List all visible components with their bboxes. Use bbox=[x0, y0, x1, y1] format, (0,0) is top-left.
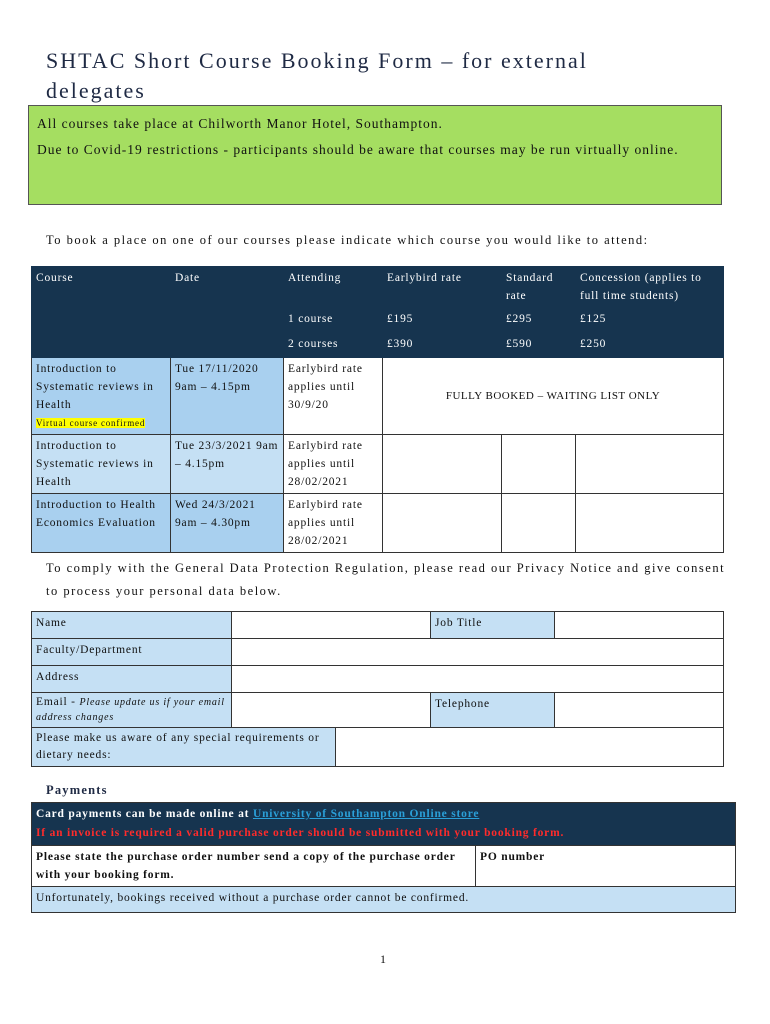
pricing-1-concession: £125 bbox=[576, 308, 724, 333]
po-number-field[interactable] bbox=[476, 846, 736, 887]
pricing-2-standard: £590 bbox=[502, 333, 576, 358]
email-label-cell bbox=[32, 693, 232, 728]
page-number: 1 bbox=[380, 952, 386, 966]
header-earlybird: Earlybird rate bbox=[383, 267, 502, 308]
pricing-2-concession: £250 bbox=[576, 333, 724, 358]
email-label: Email - bbox=[36, 696, 80, 708]
card-payment-text: Card payments can be made online at bbox=[36, 808, 253, 820]
course-2-earlybird-select[interactable] bbox=[383, 435, 502, 494]
payments-table bbox=[31, 802, 736, 913]
requirements-label: Please make us aware of any special requirements or dietary needs: bbox=[32, 728, 336, 767]
booking-intro: To book a place on one of our courses please indicate which course you would like to attend: bbox=[46, 233, 649, 247]
header-course: Course bbox=[32, 267, 171, 308]
job-title-label: Job Title bbox=[431, 612, 555, 639]
virtual-confirmed-note: Virtual course confirmed bbox=[36, 418, 146, 428]
online-store-link[interactable]: University of Southampton Online store bbox=[252, 808, 480, 820]
pricing-1-earlybird: £195 bbox=[383, 308, 502, 333]
address-label: Address bbox=[32, 666, 232, 693]
course-1-date: Tue 17/11/2020 9am – 4.15pm bbox=[171, 358, 284, 435]
payments-info bbox=[32, 803, 736, 846]
header-concession: Concession (applies to full time students) bbox=[576, 267, 724, 308]
course-3-earlybird-select[interactable] bbox=[383, 494, 502, 553]
course-2-name: Introduction to Systematic reviews in Health bbox=[32, 435, 171, 494]
course-3-attending: Earlybird rate applies until 28/02/2021 bbox=[284, 494, 383, 553]
name-field[interactable] bbox=[232, 612, 431, 639]
details-form bbox=[31, 611, 724, 767]
job-title-field[interactable] bbox=[555, 612, 724, 639]
po-instruction: Please state the purchase order number send a copy of the purchase order with your booking form. bbox=[32, 846, 476, 887]
pricing-1-attending: 1 course bbox=[284, 308, 383, 333]
pricing-1-standard: £295 bbox=[502, 308, 576, 333]
pricing-2-earlybird: £390 bbox=[383, 333, 502, 358]
telephone-label: Telephone bbox=[431, 693, 555, 728]
header-attending: Attending bbox=[284, 267, 383, 308]
payments-title: Payments bbox=[46, 783, 108, 797]
course-2-attending: Earlybird rate applies until 28/02/2021 bbox=[284, 435, 383, 494]
venue-banner bbox=[28, 105, 722, 205]
course-table bbox=[31, 266, 724, 553]
title-line-1: SHTAC Short Course Booking Form – for external bbox=[46, 48, 588, 73]
covid-notice: Due to Covid-19 restrictions - participants should be aware that courses may be run virtually online. bbox=[37, 142, 679, 157]
header-standard: Standard rate bbox=[502, 267, 576, 308]
faculty-label: Faculty/Department bbox=[32, 639, 232, 666]
faculty-field[interactable] bbox=[232, 639, 724, 666]
course-3-concession-select[interactable] bbox=[576, 494, 724, 553]
course-1-attending: Earlybird rate applies until 30/9/20 bbox=[284, 358, 383, 435]
payments-footer: Unfortunately, bookings received without a purchase order cannot be confirmed. bbox=[32, 887, 736, 913]
requirements-field[interactable] bbox=[336, 728, 724, 767]
pricing-2-attending: 2 courses bbox=[284, 333, 383, 358]
page-title bbox=[46, 46, 726, 106]
course-2-standard-select[interactable] bbox=[502, 435, 576, 494]
course-3-standard-select[interactable] bbox=[502, 494, 576, 553]
invoice-warning: If an invoice is required a valid purchase order should be submitted with your booking form. bbox=[36, 827, 565, 839]
course-3-date: Wed 24/3/2021 9am – 4.30pm bbox=[171, 494, 284, 553]
email-field[interactable] bbox=[232, 693, 431, 728]
name-label: Name bbox=[32, 612, 232, 639]
email-hint: Please update us if your email address changes bbox=[36, 697, 225, 723]
course-3-name: Introduction to Health Economics Evaluation bbox=[32, 494, 171, 553]
course-2-date: Tue 23/3/2021 9am – 4.15pm bbox=[171, 435, 284, 494]
telephone-field[interactable] bbox=[555, 693, 724, 728]
gdpr-notice: To comply with the General Data Protection Regulation, please read our Privacy Notice and give consent to process your personal data below. bbox=[46, 561, 726, 598]
header-date: Date bbox=[171, 267, 284, 308]
fully-booked-label: FULLY BOOKED – WAITING LIST ONLY bbox=[445, 390, 661, 402]
title-line-2: delegates bbox=[46, 78, 146, 103]
venue-line: All courses take place at Chilworth Manor Hotel, Southampton. bbox=[37, 116, 443, 131]
course-2-concession-select[interactable] bbox=[576, 435, 724, 494]
address-field[interactable] bbox=[232, 666, 724, 693]
po-number-label: PO number bbox=[480, 851, 546, 863]
course-1-name: Introduction to Systematic reviews in Health Virtual course confirmed bbox=[32, 358, 171, 435]
course-1-booking-cell[interactable] bbox=[383, 358, 724, 435]
